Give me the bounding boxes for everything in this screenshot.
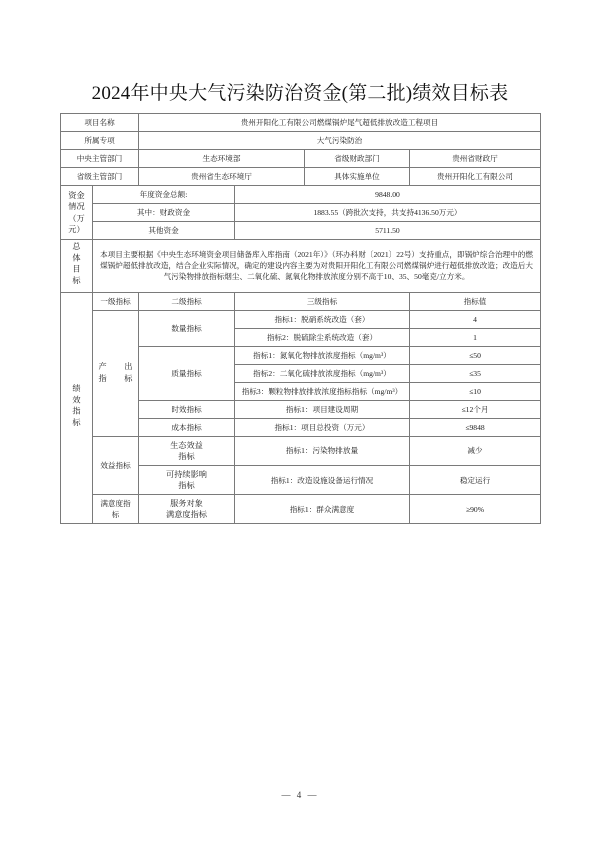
- level2-quality: 质量指标: [139, 346, 235, 400]
- funding-row-label-1: 其中：财政资金: [93, 204, 235, 222]
- level2-service-satisfaction: [139, 495, 235, 524]
- table-row-central-dept: [61, 150, 541, 168]
- level1-char-2: 指: [98, 374, 107, 384]
- header-level1: 一级指标: [93, 292, 139, 310]
- central-dept-label: 中央主管部门: [61, 150, 139, 168]
- special-program-label: 所属专项: [61, 132, 139, 150]
- indicator-value: ≤10: [410, 382, 541, 400]
- level3-indicator: 指标1：项目建设周期: [235, 400, 410, 418]
- header-value: 指标值: [410, 292, 541, 310]
- project-name-label: 项目名称: [61, 114, 139, 132]
- implementing-unit-value: 贵州开阳化工有限公司: [410, 168, 541, 186]
- indicator-value: ≤35: [410, 364, 541, 382]
- level2-eco-benefit-line2: 指标: [178, 451, 195, 461]
- provincial-dept-value: 贵州省生态环境厅: [139, 168, 305, 186]
- table-row-funding-total: [61, 186, 541, 204]
- indicator-value: 4: [410, 310, 541, 328]
- indicator-value: ≤9848: [410, 418, 541, 436]
- project-name-value: 贵州开阳化工有限公司燃煤锅炉尾气超低排放改造工程项目: [139, 114, 541, 132]
- funding-row-label-2: 其他资金: [93, 222, 235, 240]
- funding-row-value-0: 9848.00: [235, 186, 541, 204]
- header-level2: 二级指标: [139, 292, 235, 310]
- table-row-indicator: [61, 495, 541, 524]
- level2-sustainability: [139, 465, 235, 494]
- provincial-dept-label: 省级主管部门: [61, 168, 139, 186]
- level3-indicator: 指标2：二氧化硫排放浓度指标（mg/m³）: [235, 364, 410, 382]
- level1-benefit: 效益指标: [93, 436, 139, 494]
- level2-sustainability-line1: 可持续影响: [166, 469, 207, 479]
- table-row-special-program: [61, 132, 541, 150]
- level2-quantity: 数量指标: [139, 310, 235, 346]
- level2-service-satisfaction-line2: 满意度指标: [166, 510, 207, 520]
- overall-goal-label: [61, 240, 93, 293]
- table-row-funding-fiscal: [61, 204, 541, 222]
- implementing-unit-label: 具体实施单位: [305, 168, 410, 186]
- level3-indicator: 指标1：项目总投资（万元）: [235, 418, 410, 436]
- table-row-performance-header: [61, 292, 541, 310]
- level1-char-0: 产: [98, 362, 107, 372]
- header-level3: 三级指标: [235, 292, 410, 310]
- provincial-finance-label: 省级财政部门: [305, 150, 410, 168]
- level3-indicator: 指标3：颗粒物排放排放浓度指标指标（mg/m³）: [235, 382, 410, 400]
- funding-label-line1: 资金情况: [68, 191, 85, 212]
- overall-goal-label-text: 总体目标: [72, 242, 81, 287]
- special-program-value: 大气污染防治: [139, 132, 541, 150]
- level2-eco-benefit: [139, 436, 235, 465]
- funding-row-label-0: 年度资金总额:: [93, 186, 235, 204]
- level2-sustainability-line2: 指标: [178, 481, 195, 490]
- performance-goal-table: [60, 113, 541, 524]
- performance-section-label-text: 绩效指标: [72, 384, 81, 429]
- indicator-value: ≤50: [410, 346, 541, 364]
- indicator-value: 减少: [410, 436, 541, 465]
- level1-char-3: 标: [124, 374, 133, 384]
- level1-output-grid: [99, 361, 133, 386]
- level1-satisfaction: 满意度指标: [93, 495, 139, 524]
- table-row-indicator: [61, 310, 541, 328]
- level3-indicator: 指标1：脱硝系统改造（套）: [235, 310, 410, 328]
- level3-indicator: 指标1：氮氧化物排放浓度指标（mg/m³）: [235, 346, 410, 364]
- performance-section-label: [61, 292, 93, 523]
- level2-eco-benefit-line1: 生态效益: [170, 440, 203, 450]
- level3-indicator: 指标1：污染物排放量: [235, 436, 410, 465]
- table-row-indicator: [61, 436, 541, 465]
- table-row-project-name: [61, 114, 541, 132]
- level3-indicator: 指标1：改造设施设备运行情况: [235, 465, 410, 494]
- page-footer: — 4 —: [281, 790, 319, 800]
- indicator-value: ≥90%: [410, 495, 541, 524]
- table-row-overall-goal: [61, 240, 541, 293]
- central-dept-value: 生态环境部: [139, 150, 305, 168]
- indicator-value: 1: [410, 328, 541, 346]
- level2-service-satisfaction-line1: 服务对象: [170, 499, 203, 509]
- level3-indicator: 指标1：群众满意度: [235, 495, 410, 524]
- table-row-funding-other: [61, 222, 541, 240]
- level2-timeliness: 时效指标: [139, 400, 235, 418]
- level2-cost: 成本指标: [139, 418, 235, 436]
- funding-label-line2: （万元）: [68, 213, 85, 234]
- provincial-finance-value: 贵州省财政厅: [410, 150, 541, 168]
- level1-output: [93, 310, 139, 436]
- funding-row-value-2: 5711.50: [235, 222, 541, 240]
- level1-char-1: 出: [124, 362, 133, 372]
- funding-section-label: [61, 186, 93, 240]
- indicator-value: ≤12个月: [410, 400, 541, 418]
- level3-indicator: 指标2：脱硫除尘系统改造（套）: [235, 328, 410, 346]
- table-row-provincial-dept: [61, 168, 541, 186]
- indicator-value: 稳定运行: [410, 465, 541, 494]
- funding-row-value-1: 1883.55（跨批次支持，共支持4136.50万元）: [235, 204, 541, 222]
- page-title: 2024年中央大气污染防治资金(第二批)绩效目标表: [91, 83, 509, 104]
- overall-goal-text: 本项目主要根据《中央生态环境资金项目储备库入库指南（2021年）》（环办科财〔2021〕22号）支持重点，即锅炉综合治理中的燃煤锅炉超低排放改造，结合企业实际情况，确定的建设内容主要为对贵阳开阳化工有限公司燃煤锅炉进行超低排放改造；改造后大气污染物排放指标烟尘、二氧化硫、氮氧化物排放浓度分别不高于10、35、50毫克/立方米。: [93, 240, 541, 293]
